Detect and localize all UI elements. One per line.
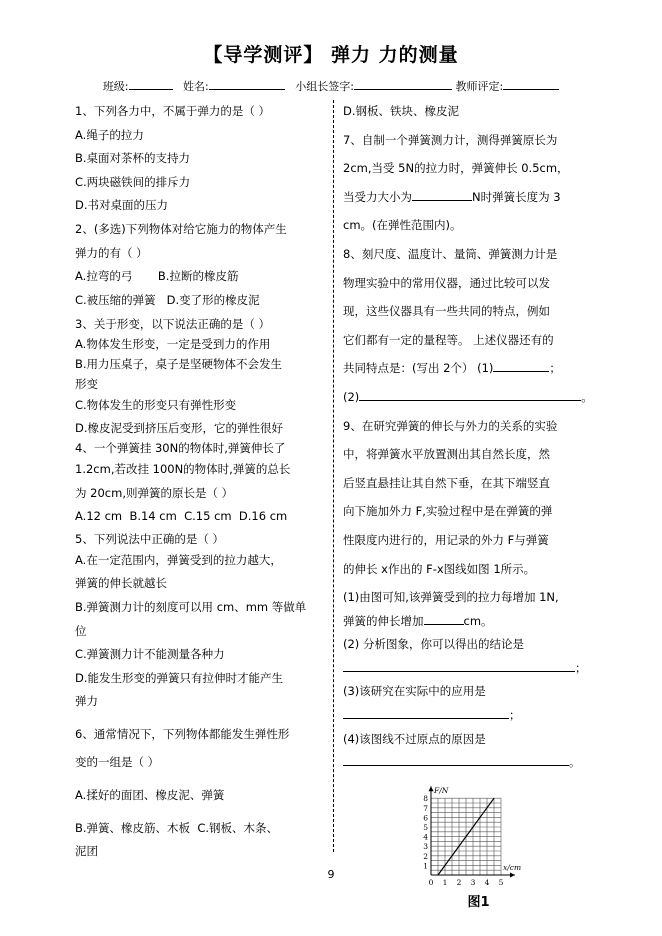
y-tick-label: 2: [423, 851, 428, 861]
x-tick-label: 3: [470, 877, 476, 887]
q8-line-6b: 。: [581, 389, 593, 404]
q5-option-a-2: 弹簧的伸长就越长: [75, 576, 167, 591]
y-tick-label: 4: [423, 832, 428, 842]
teacher-field[interactable]: [503, 78, 559, 90]
q1-option-a: A.绳子的拉力: [75, 127, 144, 142]
y-tick-label: 7: [423, 803, 428, 813]
x-axis-label: x/cm: [503, 862, 522, 872]
y-tick-label: 1: [423, 861, 428, 871]
q4-stem-3: 为 20cm,则弹簧的原长是（ ）: [75, 485, 234, 500]
figure-1: [411, 781, 546, 915]
q7-answer-blank[interactable]: [412, 188, 472, 201]
teacher-label: 教师评定:: [455, 80, 504, 93]
q5-option-a-1: A.在一定范围内，弹簧受到的拉力越大，: [75, 552, 282, 567]
q5-option-d-1: D.能发生形变的弹簧只有拉伸时才能产生: [75, 670, 284, 685]
x-tick-label: 1: [442, 877, 448, 887]
q2-options-ab: A.拉弯的弓 B.拉断的橡皮筋: [75, 269, 239, 284]
info-header: [0, 78, 662, 94]
q6-option-a: A.揉好的面团、橡皮泥、弹簧: [75, 788, 225, 803]
q9-sub3: (3)该研究在实际中的应用是: [343, 684, 486, 699]
q1-stem: 1、下列各力中，不属于弹力的是（ ）: [75, 104, 270, 118]
q9-line-2: 中，将弹簧水平放置测出其自然长度，然: [343, 447, 550, 462]
q6-option-d: D.钢板、铁块、橡皮泥: [343, 104, 460, 118]
q8-line-1: 8、刻尺度、温度计、量筒、弹簧测力计是: [343, 246, 558, 261]
q6-stem-2: 变的一组是（ ）: [75, 755, 160, 770]
x-tick-label: 5: [498, 877, 504, 887]
q3-option-a: A.物体发生形变，一定是受到力的作用: [75, 337, 271, 352]
q7-line-1: 7、自制一个弹簧测力计，测得弹簧原长为: [343, 132, 558, 147]
q8-answer-2-blank[interactable]: [359, 388, 581, 401]
q5-stem: 5、下列说法中正确的是（ ）: [75, 531, 224, 546]
x-tick-label: 2: [456, 877, 462, 887]
q9-sub1-line-2a: 弹簧的伸长增加: [343, 613, 424, 628]
name-field[interactable]: [209, 78, 285, 90]
q9-line-1: 9、在研究弹簧的伸长与外力的关系的实验: [343, 418, 558, 433]
figure-caption: 图1: [467, 894, 490, 910]
q9-sub3-end: ；: [509, 708, 521, 723]
class-label: 班级:: [102, 80, 129, 93]
q9-line-5: 性限度内进行的，用记录的外力 F与弹簧: [343, 532, 549, 547]
q8-line-3: 现，这些仪器具有一些共同的特点，例如: [343, 304, 550, 319]
q4-stem-2: 1.2cm,若改挂 100N的物体时,弹簧的总长: [75, 461, 291, 476]
q3-option-d: D.橡皮泥受到挤压后变形，它的弹性很好: [75, 420, 284, 435]
q7-line-4: cm。(在弹性范围内)。: [343, 218, 462, 233]
q9-line-4: 向下施加外力 F,实验过程中是在弹簧的弹: [343, 504, 553, 519]
q1-option-c: C.两块磁铁间的排斥力: [75, 174, 191, 189]
name-label: 姓名:: [183, 80, 209, 93]
q9-sub2: (2) 分析图象，你可以得出的结论是: [343, 637, 524, 652]
column-divider: [333, 100, 334, 852]
q6-option-bc-2: 泥团: [75, 844, 98, 859]
q3-option-b-2: 形变: [75, 377, 98, 392]
q2-stem-1: 2、(多选)下列物体对给它施力的物体产生: [75, 221, 287, 236]
q9-sub3-blank[interactable]: [343, 706, 509, 719]
x-tick-label: 0: [428, 877, 434, 887]
y-axis-label: F/N: [434, 786, 449, 796]
right-column: [343, 100, 598, 914]
q9-sub2-answer-line: [343, 657, 598, 681]
class-field[interactable]: [129, 78, 173, 90]
q7-line-3: [343, 186, 598, 210]
q8-line-5b: ；: [549, 361, 561, 376]
group-leader-label: 小组长签字:: [295, 80, 354, 93]
group-leader-field[interactable]: [354, 78, 452, 90]
q9-line-6: 的伸长 x作出的 F-x图线如图 1所示。: [343, 561, 536, 576]
q1-option-b: B.桌面对茶杯的支持力: [75, 151, 191, 166]
q9-sub2-end: ；: [575, 660, 587, 675]
page-title: 【导学测评】 弹力 力的测量: [203, 44, 459, 66]
q4-options: A.12 cm B.14 cm C.15 cm D.16 cm: [75, 509, 288, 524]
q5-option-b-1: B.弹簧测力计的刻度可以用 cm、mm 等做单: [75, 599, 307, 614]
q9-sub3-answer-line: [343, 704, 598, 728]
q3-stem: 3、关于形变，以下说法正确的是（ ）: [75, 317, 270, 332]
y-tick-label: 5: [423, 822, 428, 832]
q5-option-b-2: 位: [75, 623, 87, 638]
q9-sub4-blank[interactable]: [343, 753, 569, 766]
q9-sub1-blank[interactable]: [424, 612, 464, 625]
q8-answer-1-blank[interactable]: [493, 359, 549, 372]
q7-line-3b: N时弹簧长度为 3: [472, 189, 561, 204]
x-tick-label: 4: [484, 877, 490, 887]
q1-option-d: D.书对桌面的压力: [75, 198, 169, 213]
q9-sub4-end: 。: [569, 755, 581, 770]
page-number: 9: [327, 868, 335, 881]
q7-line-2: 2cm,当受 5N的拉力时，弹簧伸长 0.5cm，: [343, 161, 569, 176]
q8-line-4: 它们都有一定的量程等。 上述仪器还有的: [343, 332, 554, 347]
q5-option-c: C.弹簧测力计不能测量各种力: [75, 647, 225, 662]
q6-stem-1: 6、通常情况下，下列物体都能发生弹性形: [75, 726, 290, 741]
q8-line-5: [343, 357, 598, 381]
q9-sub2-blank[interactable]: [343, 659, 575, 672]
q2-stem-2: 弹力的有（ ）: [75, 245, 148, 260]
q8-line-2: 物理实验中的常用仪器，通过比较可以发: [343, 275, 550, 290]
y-tick-label: 8: [423, 794, 428, 804]
q8-line-5a: 共同特点是：(写出 2个） (1): [343, 361, 494, 376]
q4-stem-1: 4、一个弹簧挂 30N的物体时,弹簧伸长了: [75, 440, 286, 455]
q3-option-b-1: B.用力压桌子，桌子是坚硬物体不会发生: [75, 357, 283, 372]
q9-sub4: (4)该图线不过原点的原因是: [343, 731, 486, 746]
q9-sub4-answer-line: [343, 751, 598, 775]
q9-line-3: 后竖直悬挂让其自然下垂，在其下端竖直: [343, 475, 550, 490]
q8-line-6: [343, 386, 598, 410]
q5-option-d-2: 弹力: [75, 694, 98, 709]
y-tick-label: 6: [423, 813, 428, 823]
q6-option-bc-1: B.弹簧、橡皮筋、木板 C.钢板、木条、: [75, 820, 279, 835]
q7-line-3a: 当受力大小为: [343, 189, 412, 204]
left-column: [75, 100, 327, 864]
q9-sub1-line-2: [343, 610, 598, 634]
q3-option-c: C.物体发生的形变只有弹性形变: [75, 398, 237, 413]
q9-sub1-line-1: (1)由图可知,该弹簧受到的拉力每增加 1N,: [343, 590, 559, 605]
y-tick-label: 3: [423, 842, 428, 852]
q8-line-6a: (2): [343, 389, 360, 404]
q2-options-cd: C.被压缩的弹簧 D.变了形的橡皮泥: [75, 292, 260, 307]
q9-sub1-line-2b: cm。: [463, 613, 493, 628]
y-axis-arrow: [429, 786, 434, 791]
